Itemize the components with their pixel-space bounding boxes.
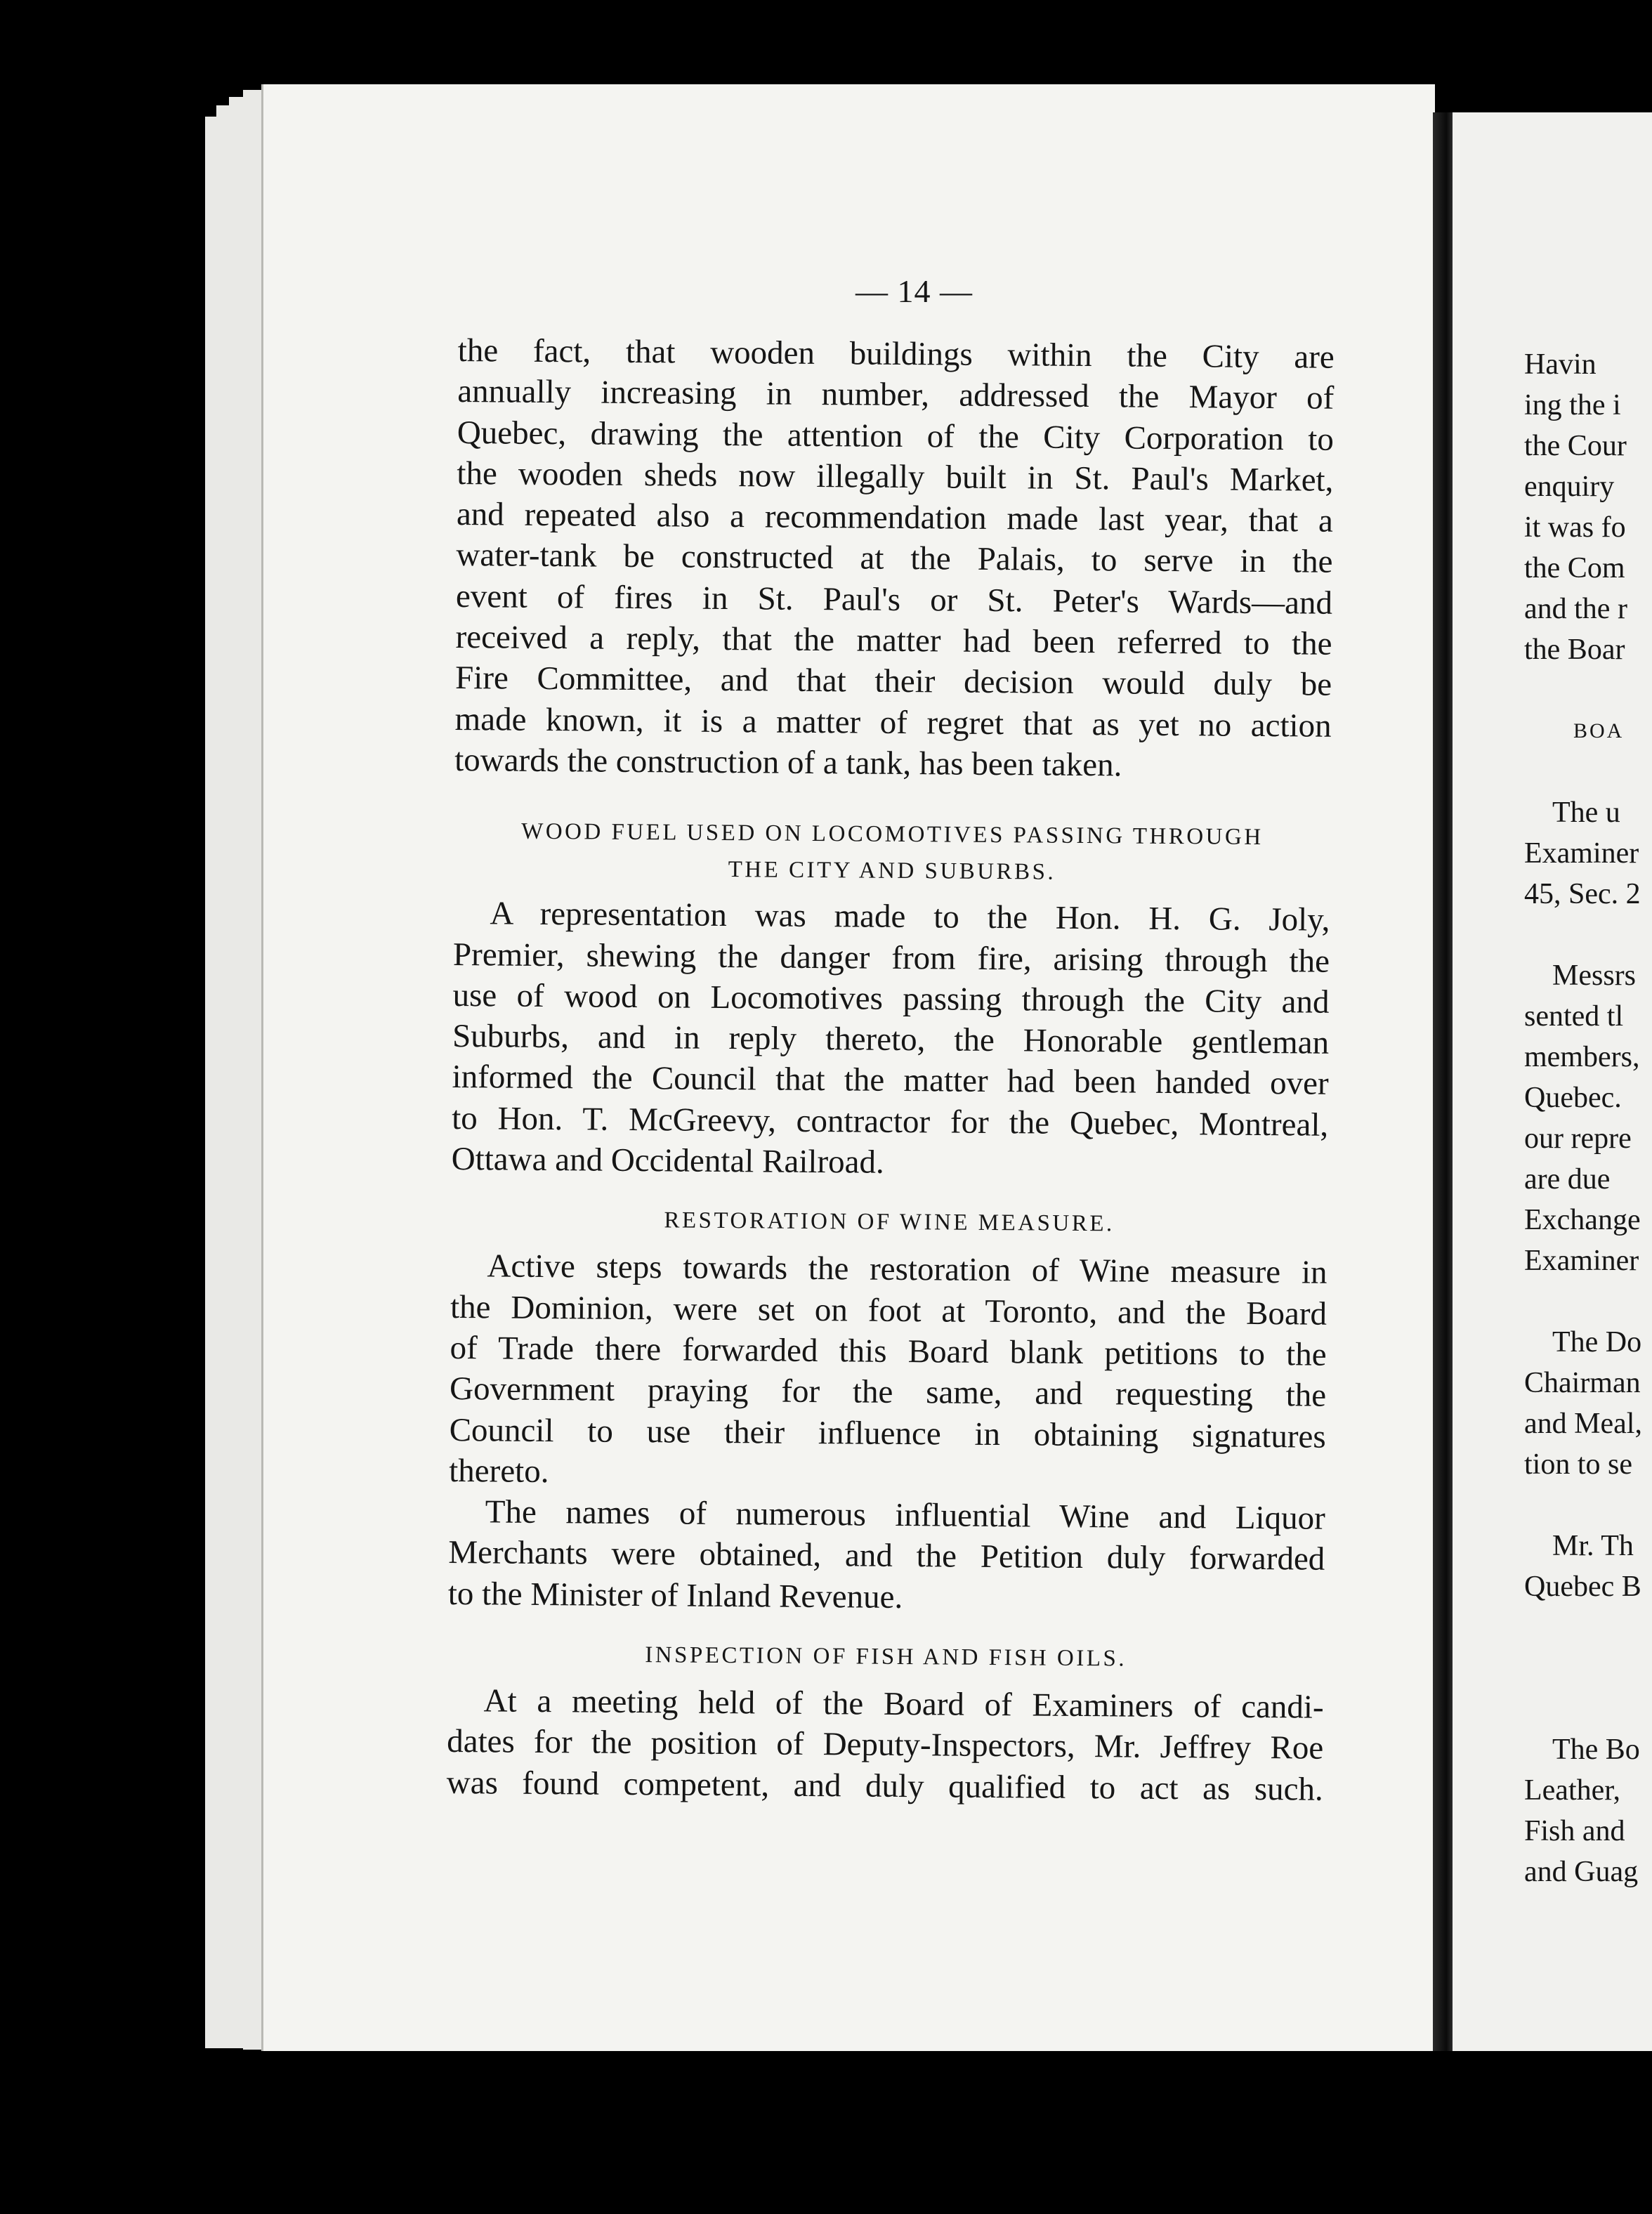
heading-fish-oils: INSPECTION OF FISH AND FISH OILS. xyxy=(645,1642,1127,1672)
fragment-line: Quebec B xyxy=(1524,1571,1641,1603)
page-number: — 14 — xyxy=(855,273,973,309)
fragment-line: Messrs xyxy=(1552,959,1637,992)
fragment-line xyxy=(1524,1689,1642,1729)
fragment-line: and the r xyxy=(1524,593,1627,625)
heading-line: WOOD FUEL USED ON LOCOMOTIVES PASSING THROUGH xyxy=(521,818,1264,851)
fragment-line: members, xyxy=(1524,1041,1640,1073)
fragment-line xyxy=(1524,1485,1642,1526)
text-line: was found competent, and duly qualified to act as such. xyxy=(446,1764,1323,1808)
fragment-line: and Meal, xyxy=(1524,1408,1642,1440)
text-line: Merchants were obtained, and the Petition duly forwarded xyxy=(448,1534,1325,1578)
text-line: At a meeting held of the Board of Examiners of candi- xyxy=(483,1682,1324,1726)
fragment-line: Fish and xyxy=(1524,1815,1625,1847)
text-line: Premier, shewing the danger from fire, arising through the xyxy=(452,936,1330,980)
paragraph-fish-oils xyxy=(447,1680,1324,1810)
text-line: thereto. xyxy=(449,1452,549,1490)
fragment-line: it was fo xyxy=(1524,511,1626,544)
fragment-line xyxy=(1524,1281,1642,1322)
text-line: made known, it is a matter of regret that as yet no action xyxy=(454,700,1332,745)
text-line: dates for the position of Deputy-Inspectors, Mr. Jeffrey Roe xyxy=(447,1723,1324,1767)
fragment-line: Leather, xyxy=(1524,1774,1621,1807)
text-line: Suburbs, and in reply thereto, the Honorable gentleman xyxy=(452,1018,1330,1061)
fragment-line: and Guag xyxy=(1524,1856,1639,1888)
text-line: Government praying for the same, and requesting the xyxy=(449,1370,1327,1414)
fragment-line: Havin xyxy=(1524,348,1597,381)
paragraph-wood-fuel xyxy=(452,893,1330,1186)
text-line: informed the Council that the matter had been handed over xyxy=(452,1059,1329,1103)
fragment-line: Examiner xyxy=(1524,1245,1639,1277)
text-line: Ottawa and Occidental Railroad. xyxy=(451,1141,884,1181)
fragment-line: the Boar xyxy=(1524,634,1625,666)
facing-page xyxy=(1453,112,1652,2051)
fragment-line xyxy=(1524,752,1642,792)
text-line: to Hon. T. McGreevy, contractor for the Quebec, Montreal, xyxy=(451,1099,1329,1144)
paragraph-intro xyxy=(454,330,1335,787)
fragment-line: The Bo xyxy=(1552,1734,1640,1766)
text-line: received a reply, that the matter had been referred to the xyxy=(455,619,1332,662)
text-line: event of fires in St. Paul's or St. Peter's Wards—and xyxy=(455,577,1333,622)
fragment-line: our repre xyxy=(1524,1122,1632,1155)
text-line: Fire Committee, and that their decision would duly be xyxy=(454,660,1332,704)
paragraph-wine-measure-1 xyxy=(449,1245,1328,1498)
text-line: Quebec, drawing the attention of the City Corporation to xyxy=(457,414,1335,458)
text-line: to the Minister of Inland Revenue. xyxy=(447,1575,903,1616)
text-line: the Dominion, were set on foot at Toronto, and the Board xyxy=(450,1288,1328,1332)
text-line: Council to use their influence in obtaining signatures xyxy=(449,1411,1326,1455)
heading-wine-measure: RESTORATION OF WINE MEASURE. xyxy=(664,1207,1115,1237)
fragment-line: The u xyxy=(1552,797,1620,829)
facing-page-text xyxy=(1524,344,1642,1892)
fragment-line: Exchange xyxy=(1524,1204,1641,1236)
fragment-line xyxy=(1524,915,1642,955)
fragment-line: are due xyxy=(1524,1163,1611,1196)
fragment-line xyxy=(1524,1607,1642,1648)
fragment-line: tion to se xyxy=(1524,1448,1632,1481)
fragment-line: 45, Sec. 2 xyxy=(1524,878,1641,910)
text-line: The names of numerous influential Wine and Liquor xyxy=(485,1493,1325,1537)
text-line: towards the construction of a tank, has been taken. xyxy=(454,741,1122,784)
heading-wood-fuel xyxy=(454,813,1331,893)
fragment-line: sented tl xyxy=(1524,1000,1624,1033)
fragment-line: the Com xyxy=(1524,552,1625,584)
text-line: water-tank be constructed at the Palais, to serve in the xyxy=(456,537,1333,581)
fragment-line: enquiry xyxy=(1524,471,1615,503)
text-line: annually increasing in number, addressed the Mayor of xyxy=(457,373,1335,417)
fragment-line: Examiner xyxy=(1524,837,1639,870)
fragment-line: BOA xyxy=(1573,719,1625,742)
text-line: and repeated also a recommendation made last year, that a xyxy=(456,496,1334,539)
text-line: A representation was made to the Hon. H. G. Joly, xyxy=(490,895,1330,939)
fragment-line: Chairman xyxy=(1524,1367,1641,1399)
text-line: the wooden sheds now illegally built in St. Paul's Market, xyxy=(457,454,1334,499)
fragment-line: ing the i xyxy=(1524,389,1621,421)
fragment-line xyxy=(1524,670,1642,711)
text-line: Active steps towards the restoration of Wine measure in xyxy=(487,1247,1328,1292)
fragment-line: the Cour xyxy=(1524,430,1627,462)
text-line: of Trade there forwarded this Board blank petitions to the xyxy=(450,1329,1327,1373)
paragraph-wine-measure-2 xyxy=(448,1491,1325,1621)
page-body xyxy=(447,330,1335,1810)
fragment-line xyxy=(1524,1648,1642,1689)
fragment-line: Quebec. xyxy=(1524,1082,1622,1114)
fragment-line: The Do xyxy=(1552,1326,1642,1358)
heading-line: THE CITY AND SUBURBS. xyxy=(728,857,1056,885)
text-line: the fact, that wooden buildings within the City are xyxy=(457,332,1335,376)
fragment-line: Mr. Th xyxy=(1552,1530,1634,1562)
text-line: use of wood on Locomotives passing through the City and xyxy=(452,976,1330,1021)
